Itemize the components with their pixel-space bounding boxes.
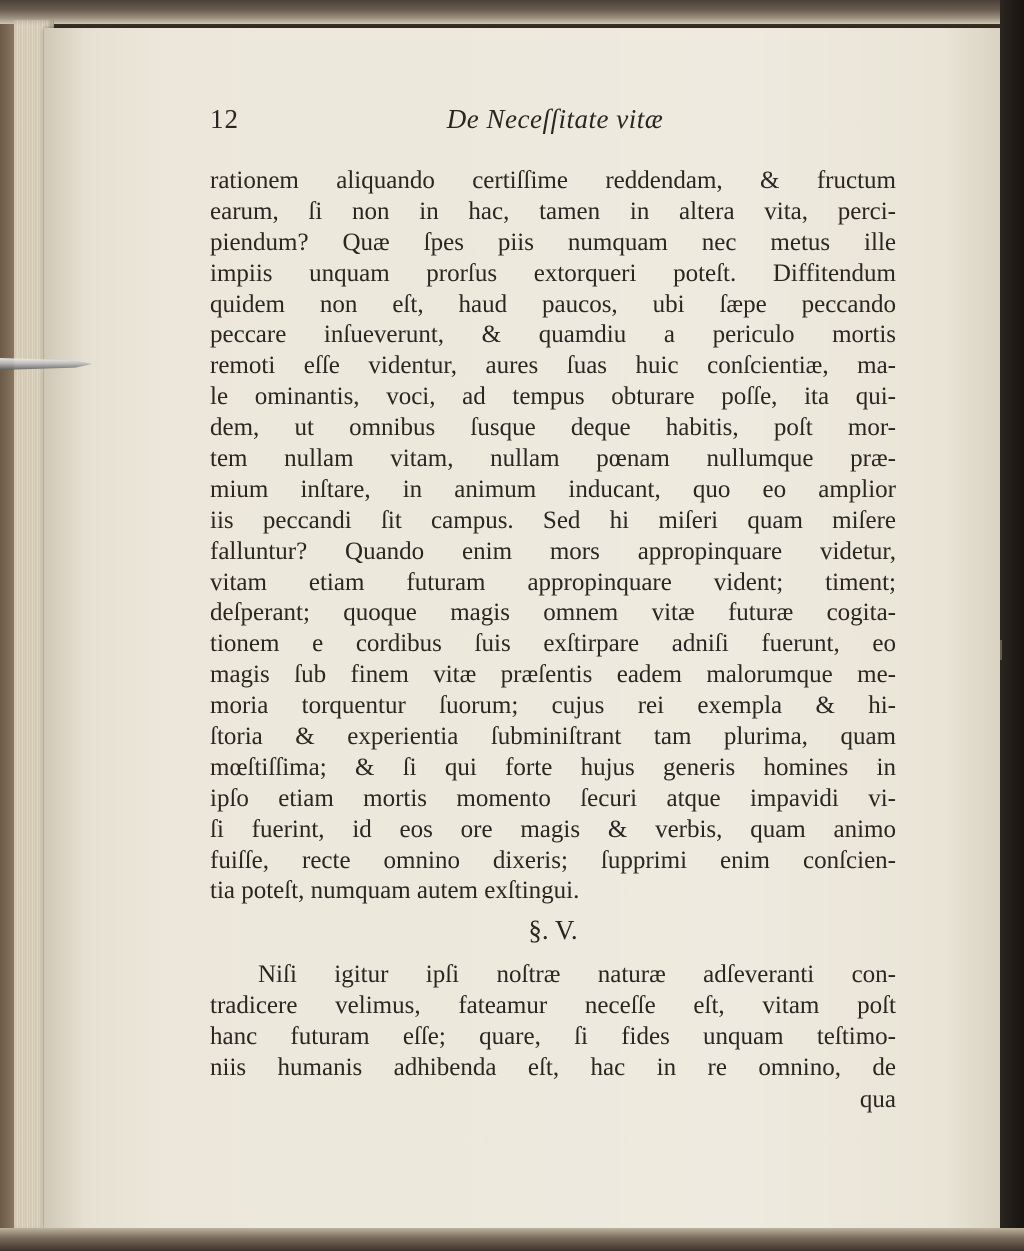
text-line: hanc futuram eſſe; quare, ſi fides unquam teſtimo- (210, 1022, 896, 1050)
text-line: magis ſub finem vitæ præſentis eadem malorumque me- (210, 661, 896, 689)
text-line: earum, ſi non in hac, tamen in altera vita, perci- (210, 197, 896, 225)
text-line: le ominantis, voci, ad tempus obturare poſſe, ita qui- (210, 383, 896, 411)
page-blemish (1000, 640, 1002, 660)
text-line-last: tia poteſt, numquam autem exſtingui. (210, 877, 580, 905)
text-line: Niſi igitur ipſi noſtræ naturæ adſeveranti con- (258, 961, 896, 988)
running-title: De Neceſſitate vitæ (446, 104, 664, 134)
section-heading: §. V. (528, 915, 578, 945)
background-right (1000, 0, 1024, 1251)
text-line: ipſo etiam mortis momento ſecuri atque impavidi vi- (210, 784, 896, 812)
text-line: fuiſſe, recte omnino dixeris; ſupprimi enim conſcien- (210, 846, 896, 874)
catchword: qua (859, 1086, 896, 1113)
book-top-edge (0, 0, 1024, 24)
text-line: ſtoria & experientia ſubminiſtrant tam plurima, quam (210, 723, 896, 751)
text-line: piendum? Quæ ſpes piis numquam nec metus ille (210, 228, 896, 256)
text-line: impiis unquam prorſus extorqueri poteſt. Diffitendum (210, 259, 896, 287)
text-line: rationem aliquando certiſſime reddendam, & fructum (210, 167, 896, 194)
text-line: niis humanis adhibenda eſt, hac in re omnino, de (210, 1053, 896, 1081)
text-line: iis peccandi ſit campus. Sed hi miſeri quam miſere (210, 506, 896, 534)
text-line: quidem non eſt, haud paucos, ubi ſæpe peccando (210, 290, 896, 318)
paragraph-1 (210, 166, 896, 907)
text-line: ſi fuerint, id eos ore magis & verbis, quam animo (210, 815, 896, 843)
paragraph-2 (210, 960, 896, 1084)
text-line: moria torquentur ſuorum; cujus rei exempla & hi- (210, 692, 896, 720)
text-line: tem nullam vitam, nullam pœnam nullumque præ- (210, 445, 896, 473)
text-line: vitam etiam futuram appropinquare vident; timent; (210, 568, 896, 596)
text-line: remoti eſſe videntur, aures ſuas huic conſcientiæ, ma- (210, 352, 896, 380)
text-line: tionem e cordibus ſuis exſtirpare adniſi fuerunt, eo (210, 630, 896, 658)
text-line: peccare inſueverunt, & quamdiu a periculo mortis (210, 321, 896, 349)
text-line: dem, ut omnibus ſusque deque habitis, poſt mor- (210, 414, 896, 442)
text-line: mium inſtare, in animum inducant, quo eo amplior (210, 475, 896, 503)
page-number: 12 (210, 104, 239, 134)
text-line: deſperant; quoque magis omnem vitæ futuræ cogita- (210, 599, 896, 627)
page-header (210, 104, 900, 144)
text-line: mœſtiſſima; & ſi qui forte hujus generis homines in (210, 753, 896, 781)
text-line: tradicere velimus, fateamur neceſſe eſt, vitam poſt (210, 991, 896, 1019)
book-bottom-edge (0, 1228, 1024, 1251)
text-line: falluntur? Quando enim mors appropinquare videtur, (210, 537, 896, 565)
